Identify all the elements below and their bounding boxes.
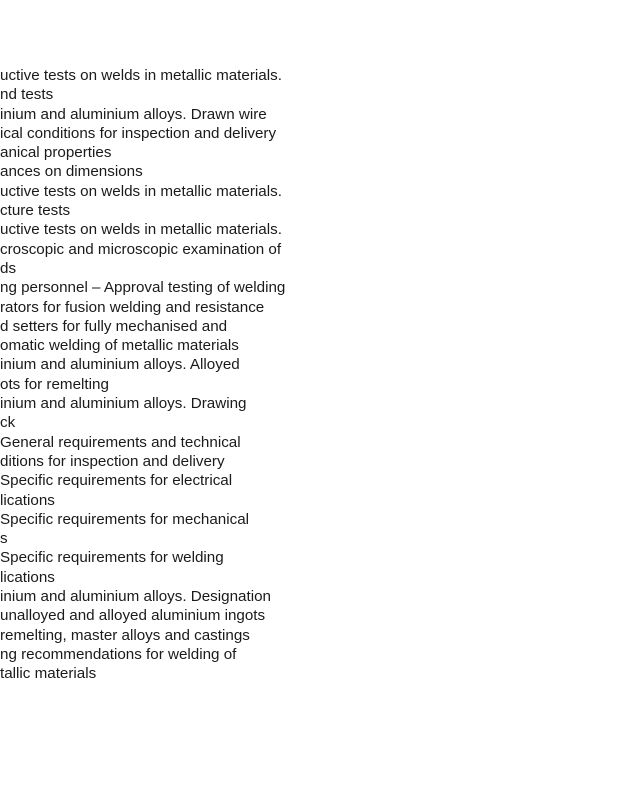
- text-line: lications: [0, 568, 55, 586]
- text-line: Specific requirements for mechanical: [0, 510, 250, 528]
- text-line: ances on dimensions: [0, 163, 143, 181]
- standards-list-text: [0, 66, 360, 684]
- text-line: lications: [0, 491, 55, 509]
- text-line: inium and aluminium alloys. Drawn wire: [0, 105, 267, 123]
- text-line: inium and aluminium alloys. Designation: [0, 588, 271, 606]
- text-line: ots for remelting: [0, 375, 109, 393]
- text-line: Specific requirements for electrical: [0, 472, 233, 490]
- text-line: croscopic and microscopic examination of: [0, 240, 282, 258]
- text-line: ds: [0, 259, 17, 277]
- text-line: uctive tests on welds in metallic materials.: [0, 67, 282, 84]
- text-line: uctive tests on welds in metallic materials.: [0, 182, 282, 200]
- text-line: s: [0, 530, 8, 548]
- text-line: uctive tests on welds in metallic materials.: [0, 221, 282, 239]
- text-line: nd tests: [0, 86, 54, 104]
- text-line: inium and aluminium alloys. Alloyed: [0, 356, 240, 374]
- text-line: ng personnel – Approval testing of welding: [0, 279, 286, 297]
- text-line: omatic welding of metallic materials: [0, 337, 239, 355]
- text-line: General requirements and technical: [0, 433, 241, 451]
- text-line: anical properties: [0, 144, 112, 162]
- text-line: d setters for fully mechanised and: [0, 317, 228, 335]
- text-line: remelting, master alloys and castings: [0, 626, 250, 644]
- text-line: inium and aluminium alloys. Drawing: [0, 395, 247, 413]
- text-line: unalloyed and alloyed aluminium ingots: [0, 607, 266, 625]
- text-line: ng recommendations for welding of: [0, 645, 237, 663]
- text-line: tallic materials: [0, 665, 97, 683]
- text-line: ditions for inspection and delivery: [0, 452, 225, 470]
- text-line: ical conditions for inspection and delivery: [0, 124, 277, 142]
- text-line: ck: [0, 414, 16, 432]
- text-line: Specific requirements for welding: [0, 549, 224, 567]
- text-line: rators for fusion welding and resistance: [0, 298, 265, 316]
- text-line: cture tests: [0, 202, 71, 220]
